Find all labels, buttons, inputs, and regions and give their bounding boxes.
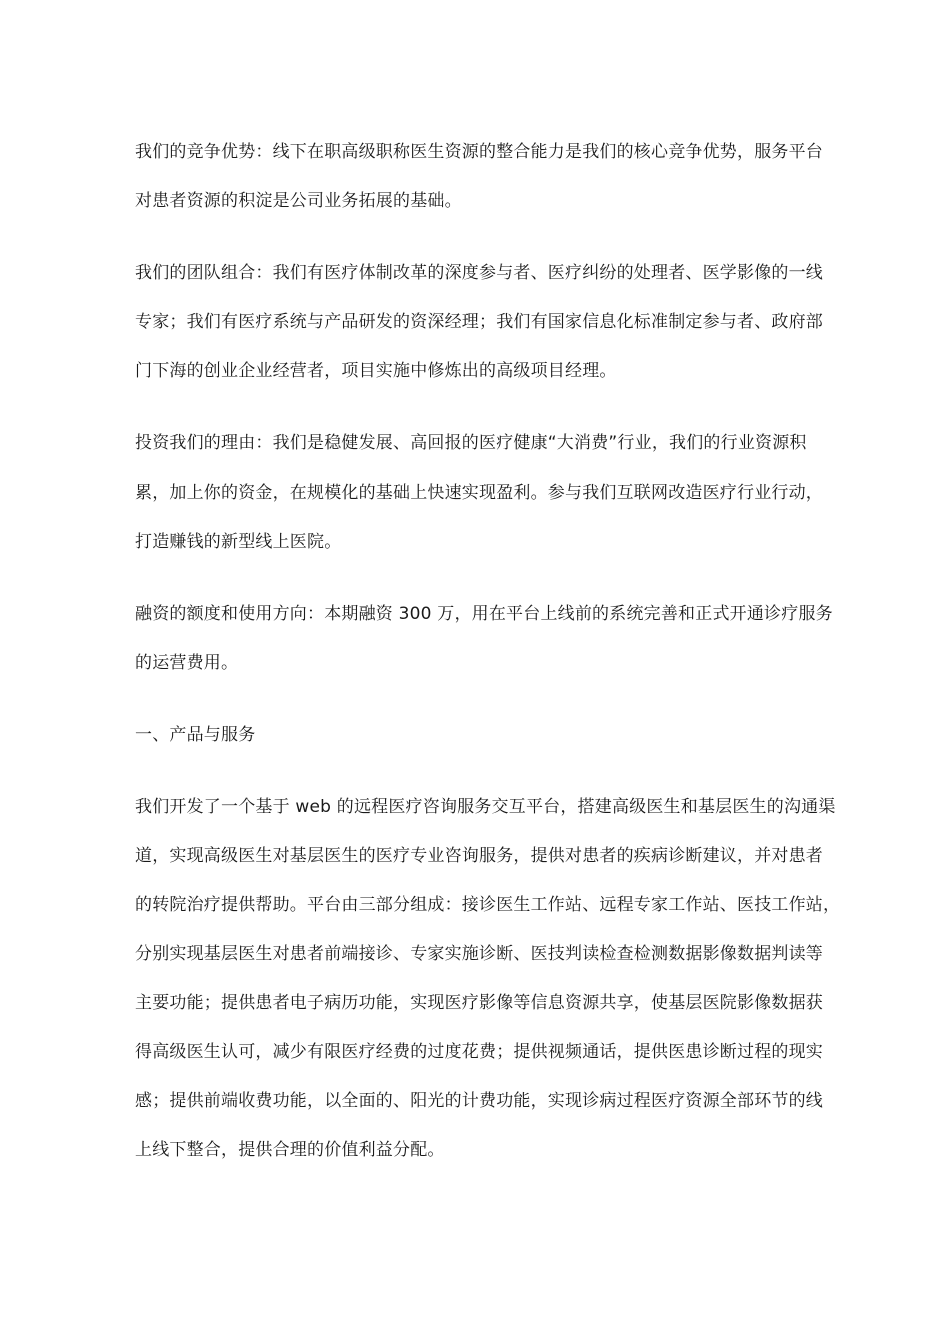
text-line: 的转院治疗提供帮助。平台由三部分组成：接诊医生工作站、远程专家工作站、医技工作站，: [135, 895, 841, 915]
text-line: 对患者资源的积淀是公司业务拓展的基础。: [135, 191, 462, 211]
text-line: 道，实现高级医生对基层医生的医疗专业咨询服务，提供对患者的疾病诊断建议，并对患者: [135, 846, 823, 866]
text-line: 分别实现基层医生对患者前端接诊、专家实施诊断、医技判读检查检测数据影像数据判读等: [135, 944, 823, 964]
text-line: 打造赚钱的新型线上医院。: [135, 532, 342, 552]
text-line: 我们的竞争优势：线下在职高级职称医生资源的整合能力是我们的核心竞争优势，服务平台: [135, 142, 823, 162]
text-line: 门下海的创业企业经营者，项目实施中修炼出的高级项目经理。: [135, 361, 617, 381]
text-line: 累，加上你的资金，在规模化的基础上快速实现盈利。参与我们互联网改造医疗行业行动，: [135, 483, 823, 503]
text-line: 我们开发了一个基于 web 的远程医疗咨询服务交互平台，搭建高级医生和基层医生的沟通渠: [135, 797, 836, 817]
text-line: 感；提供前端收费功能，以全面的、阳光的计费功能，实现诊病过程医疗资源全部环节的线: [135, 1091, 823, 1111]
text-line: 主要功能；提供患者电子病历功能，实现医疗影像等信息资源共享，使基层医院影像数据获: [135, 993, 823, 1013]
section-heading: 一、产品与服务: [135, 725, 256, 745]
text-line: 投资我们的理由：我们是稳健发展、高回报的医疗健康“大消费”行业，我们的行业资源积: [135, 433, 807, 453]
text-line: 融资的额度和使用方向：本期融资 300 万，用在平台上线前的系统完善和正式开通诊疗服务: [135, 604, 833, 624]
text-line: 得高级医生认可，减少有限医疗经费的过度花费；提供视频通话，提供医患诊断过程的现实: [135, 1042, 823, 1062]
text-line: 上线下整合，提供合理的价值利益分配。: [135, 1140, 445, 1160]
text-line: 我们的团队组合：我们有医疗体制改革的深度参与者、医疗纠纷的处理者、医学影像的一线: [135, 263, 823, 283]
text-line: 专家；我们有医疗系统与产品研发的资深经理；我们有国家信息化标准制定参与者、政府部: [135, 312, 823, 332]
text-line: 的运营费用。: [135, 653, 239, 673]
